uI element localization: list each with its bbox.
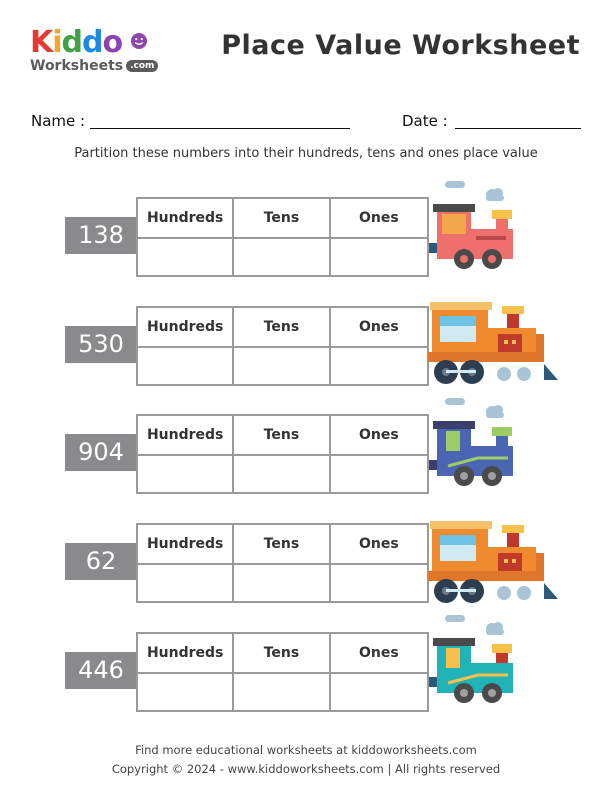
ones-header: Ones: [331, 634, 427, 674]
teal-train-icon: [428, 615, 558, 710]
blue-train-icon: [428, 398, 558, 493]
number-label: 62: [65, 543, 137, 580]
ones-header: Ones: [331, 308, 427, 348]
tens-header: Tens: [234, 308, 330, 348]
hundreds-header: Hundreds: [138, 199, 234, 239]
tens-answer-cell[interactable]: [234, 348, 330, 384]
ones-answer-cell[interactable]: [331, 456, 427, 492]
place-value-table: [136, 414, 429, 494]
date-line[interactable]: [455, 128, 581, 129]
hundreds-header: Hundreds: [138, 416, 234, 456]
hundreds-header: Hundreds: [138, 308, 234, 348]
ones-answer-cell[interactable]: [331, 239, 427, 275]
hundreds-header: Hundreds: [138, 525, 234, 565]
hundreds-answer-cell[interactable]: [138, 456, 234, 492]
date-label: Date :: [402, 112, 448, 130]
hundreds-answer-cell[interactable]: [138, 348, 234, 384]
orange-train-icon: [428, 302, 558, 397]
red-train-icon: [428, 181, 558, 276]
orange-train-icon: [428, 521, 558, 616]
logo-letter: d: [82, 25, 103, 60]
page-title: Place Value Worksheet: [221, 30, 580, 61]
hundreds-answer-cell[interactable]: [138, 565, 234, 601]
ones-answer-cell[interactable]: [331, 348, 427, 384]
logo-letter: d: [61, 25, 83, 60]
footer-promo: Find more educational worksheets at kiddoworksheets.com: [135, 743, 477, 757]
tens-header: Tens: [234, 525, 330, 565]
place-value-table: [136, 197, 429, 277]
place-value-table: [136, 306, 429, 386]
logo-subtitle: Worksheets: [30, 58, 124, 74]
ones-answer-cell[interactable]: [331, 565, 427, 601]
tens-answer-cell[interactable]: [234, 456, 330, 492]
kiddo-logo: [30, 25, 160, 78]
hundreds-answer-cell[interactable]: [138, 239, 234, 275]
ones-header: Ones: [331, 416, 427, 456]
number-label: 446: [65, 652, 137, 689]
place-value-table: [136, 523, 429, 603]
tens-answer-cell[interactable]: [234, 565, 330, 601]
number-label: 530: [65, 326, 137, 363]
tens-answer-cell[interactable]: [234, 674, 330, 710]
hundreds-header: Hundreds: [138, 634, 234, 674]
name-line[interactable]: [90, 128, 350, 129]
name-label: Name :: [31, 112, 86, 130]
logo-letter: K: [30, 25, 53, 60]
tens-answer-cell[interactable]: [234, 239, 330, 275]
logo-wordmark: [30, 25, 160, 60]
ones-header: Ones: [331, 525, 427, 565]
tens-header: Tens: [234, 416, 330, 456]
number-label: 138: [65, 217, 137, 254]
number-label: 904: [65, 434, 137, 471]
instruction-text: Partition these numbers into their hundreds, tens and ones place value: [74, 146, 538, 161]
tens-header: Tens: [234, 634, 330, 674]
tens-header: Tens: [234, 199, 330, 239]
smiley-icon: [130, 32, 148, 50]
ones-answer-cell[interactable]: [331, 674, 427, 710]
footer-copyright: Copyright © 2024 - www.kiddoworksheets.com | All rights reserved: [111, 762, 501, 776]
logo-letter: o: [102, 25, 123, 60]
place-value-table: [136, 632, 429, 712]
logo-letter: i: [52, 25, 62, 60]
logo-badge: .com: [126, 60, 158, 72]
hundreds-answer-cell[interactable]: [138, 674, 234, 710]
ones-header: Ones: [331, 199, 427, 239]
